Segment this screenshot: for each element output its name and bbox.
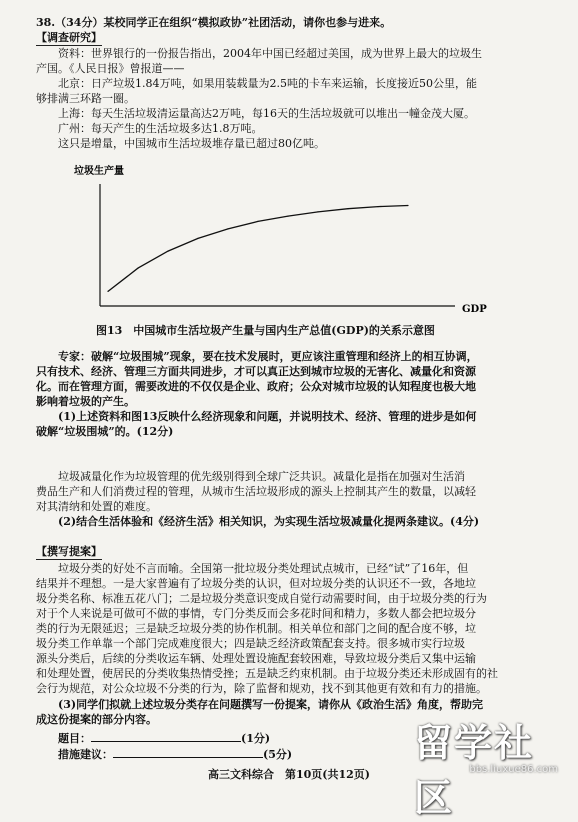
data-point — [257, 221, 258, 222]
measures-score: (5分) — [263, 748, 293, 761]
series-line — [108, 206, 408, 292]
question-3-line: 成这份提案的部分内容。 — [36, 713, 157, 726]
data-point — [317, 211, 318, 212]
expert-line: 影响着垃圾的产生。 — [36, 395, 135, 408]
expert-line: 只有技术、经济、管理三方面共同进步，才可以真正达到城市垃圾的无害化、减量化和资源 — [36, 365, 476, 378]
question-1-line: 破解“垃圾围城”的。(12分) — [36, 425, 174, 438]
proposal-line: 和处理处置，使居民的分类收集热情受挫；五是缺乏约束机制。由于垃圾分类还未形成固有的社 — [36, 667, 498, 680]
y-axis-label: 垃圾生产量 — [74, 166, 124, 177]
expert-line: 专家：破解“垃圾围城”现象，要在技术发展时，更应该注重管理和经济上的相互协调， — [58, 350, 478, 363]
data-point — [227, 228, 228, 229]
section-proposal-title: 【撰写提案】 — [36, 545, 102, 558]
proposal-line: 圾分类工作单靠一个部门完成难度很大；四是缺乏经济政策配套支持。很多城市实行垃圾 — [36, 637, 465, 650]
title-blank[interactable] — [91, 730, 241, 742]
reduction-line: 垃圾减量化作为垃圾管理的优先级别得到全球广泛共识。减量化是指在加强对生活消 — [58, 470, 465, 483]
data-point — [107, 291, 108, 292]
chart-caption: 图13 中国城市生活垃圾产生量与国内生产总值(GDP)的关系示意图 — [96, 324, 435, 337]
data-point — [347, 208, 348, 209]
data-point — [377, 206, 378, 207]
proposal-line: 类的行为无限延迟；三是缺乏垃圾分类的协作机制。相关单位和部门之间的配合度不够，垃 — [36, 622, 476, 635]
proposal-line: 垃圾分类的好处不言而喻。全国第一批垃圾分类处理试点城市，已经“试”了16年，但 — [58, 562, 469, 575]
material-line: 产国。《人民日报》曾报道—— — [36, 62, 185, 75]
material-line: 北京：日产垃圾1.84万吨，如果用装载量为2.5吨的卡车来运输，长度接近50公里，能 — [58, 77, 477, 90]
proposal-line: 对于个人来说是可做可不做的事情，专门分类反而会多花时间和精力，多数人都会把垃圾分 — [36, 607, 476, 620]
material-line: 够排满三环路一圈。 — [36, 92, 135, 105]
proposal-line: 结果并不理想。一是大家普遍有了垃圾分类的认识，但对垃圾分类的认识还不一致，各地垃 — [36, 577, 476, 590]
material-line: 资料：世界银行的一份报告指出，2004年中国已经超过美国，成为世界上最大的垃圾生 — [58, 47, 482, 60]
watermark-logo: 留学社区 bbs.liuxue86.com — [414, 721, 558, 820]
data-point — [287, 216, 288, 217]
page-footer: 高三文科综合 第10页(共12页) — [207, 768, 371, 781]
measures-label: 措施建议： — [58, 748, 113, 761]
data-point — [407, 205, 408, 206]
data-point — [197, 238, 198, 239]
question-3-line: (3)同学们拟就上述垃圾分类存在问题撰写一份提案，请你从《政治生活》角度，帮助完 — [58, 698, 484, 711]
section-research-title: 【调查研究】 — [36, 31, 102, 44]
title-score: (1分) — [241, 732, 271, 745]
reduction-line: 费品生产和人们消费过程的管理，从城市生活垃圾形成的源头上控制其产生的数量，以减轻 — [36, 485, 476, 498]
material-line: 上海：每天生活垃圾清运量高达2万吨，每16天的生活垃圾就可以堆出一幢金茂大厦。 — [58, 107, 475, 120]
expert-line: 化。而在管理方面，需要改进的不仅仅是企业、政府；公众对城市垃圾的认知程度也极大地 — [36, 380, 476, 393]
reduction-line: 对其清纳和处置的难度。 — [36, 500, 157, 513]
question-header: 38.（34分）某校同学正在组织“模拟政协”社团活动，请你也参与进来。 — [36, 16, 392, 29]
question-2: (2)结合生活体验和《经济生活》相关知识，为实现生活垃圾减量化提两条建议。(4分) — [58, 515, 480, 528]
material-line: 广州：每天产生的生活垃圾多达1.8万吨。 — [58, 122, 263, 135]
measures-blank[interactable] — [113, 746, 263, 758]
title-label: 题目： — [58, 732, 91, 745]
data-point — [137, 268, 138, 269]
gdp-waste-chart — [70, 160, 500, 320]
question-1-line: (1)上述资料和图13反映什么经济现象和问题，并说明技术、经济、管理的进步是如何 — [58, 410, 477, 423]
proposal-line: 圾分类名称、标准五花八门；二是垃圾分类意识变成自觉行动需要时间，由于垃圾分类的行为 — [36, 592, 487, 605]
proposal-line: 会行为规范，对公众垃圾不分类的行为，除了监督和规劝，找不到其他更有效和有力的措施。 — [36, 682, 487, 695]
data-point — [167, 251, 168, 252]
x-axis-label: GDP — [462, 304, 487, 315]
proposal-line: 源头分类后，后续的分类收运车辆、处理处置设施配套较困难，导致垃圾分类后又集中运输 — [36, 652, 476, 665]
material-line: 这只是增量，中国城市生活垃圾堆存量已超过80亿吨。 — [58, 137, 325, 150]
